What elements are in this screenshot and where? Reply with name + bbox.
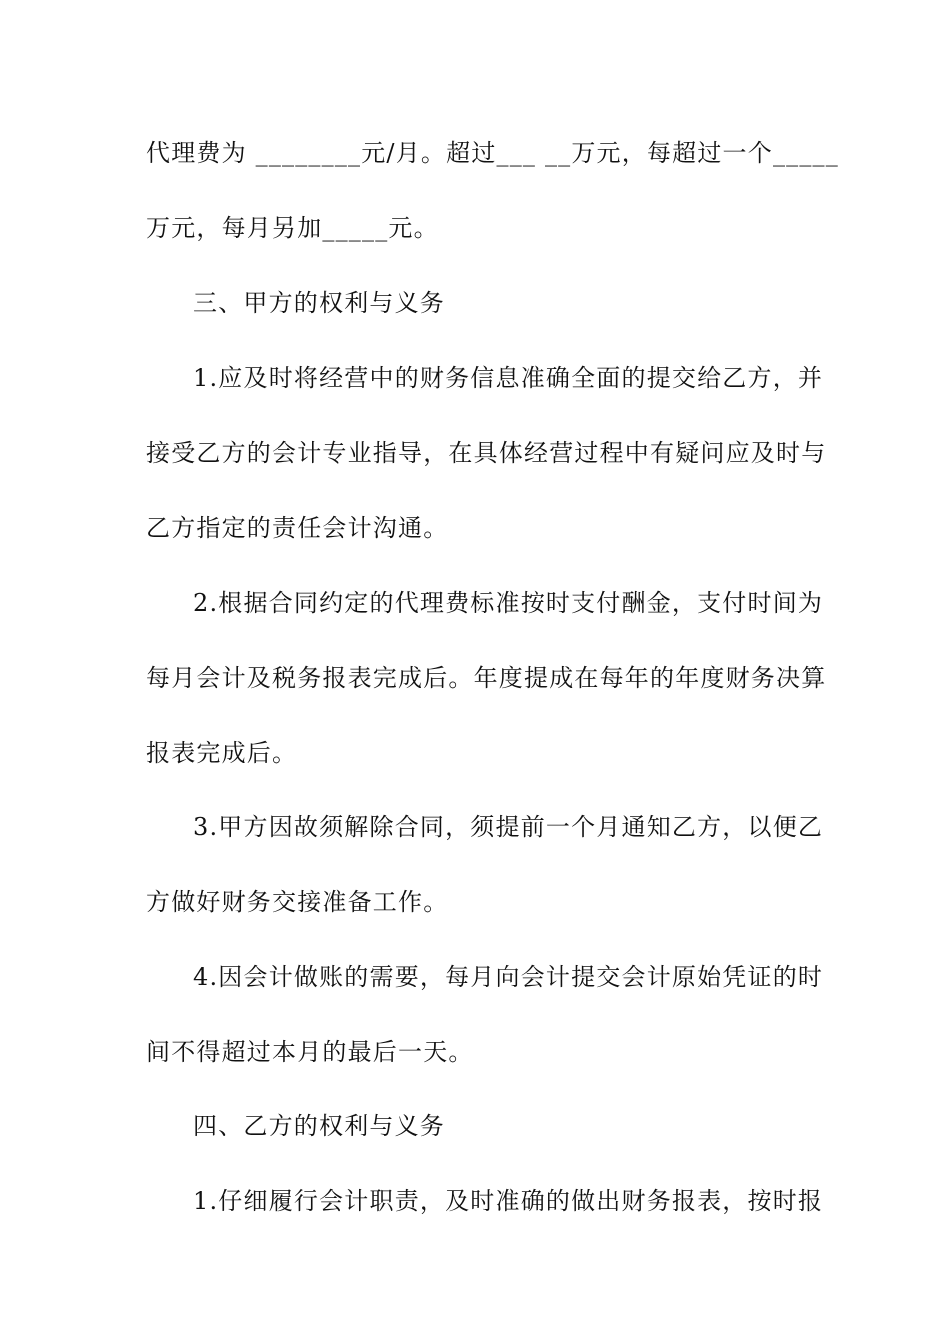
paragraph-line: 每月会计及税务报表完成后。年度提成在每年的年度财务决算	[146, 664, 827, 692]
paragraph-line: 1.应及时将经营中的财务信息准确全面的提交给乙方，并	[193, 364, 824, 392]
section-heading: 四、乙方的权利与义务	[193, 1112, 445, 1140]
section-heading: 三、甲方的权利与义务	[193, 289, 445, 317]
paragraph-line: 3.甲方因故须解除合同，须提前一个月通知乙方，以便乙	[193, 813, 824, 841]
paragraph-line: 2.根据合同约定的代理费标准按时支付酬金，支付时间为	[193, 589, 824, 617]
paragraph-line: 报表完成后。	[146, 739, 298, 767]
paragraph-line: 间不得超过本月的最后一天。	[146, 1038, 474, 1066]
paragraph-line: 万元，每月另加_____元。	[146, 214, 439, 242]
paragraph-line: 代理费为 ________元/月。超过___ __万元，每超过一个_____	[146, 139, 839, 167]
paragraph-line: 1.仔细履行会计职责，及时准确的做出财务报表，按时报	[193, 1187, 824, 1215]
paragraph-line: 接受乙方的会计专业指导，在具体经营过程中有疑问应及时与	[146, 439, 827, 467]
paragraph-line: 乙方指定的责任会计沟通。	[146, 514, 449, 542]
paragraph-line: 4.因会计做账的需要，每月向会计提交会计原始凭证的时	[193, 963, 824, 991]
paragraph-line: 方做好财务交接准备工作。	[146, 888, 449, 916]
